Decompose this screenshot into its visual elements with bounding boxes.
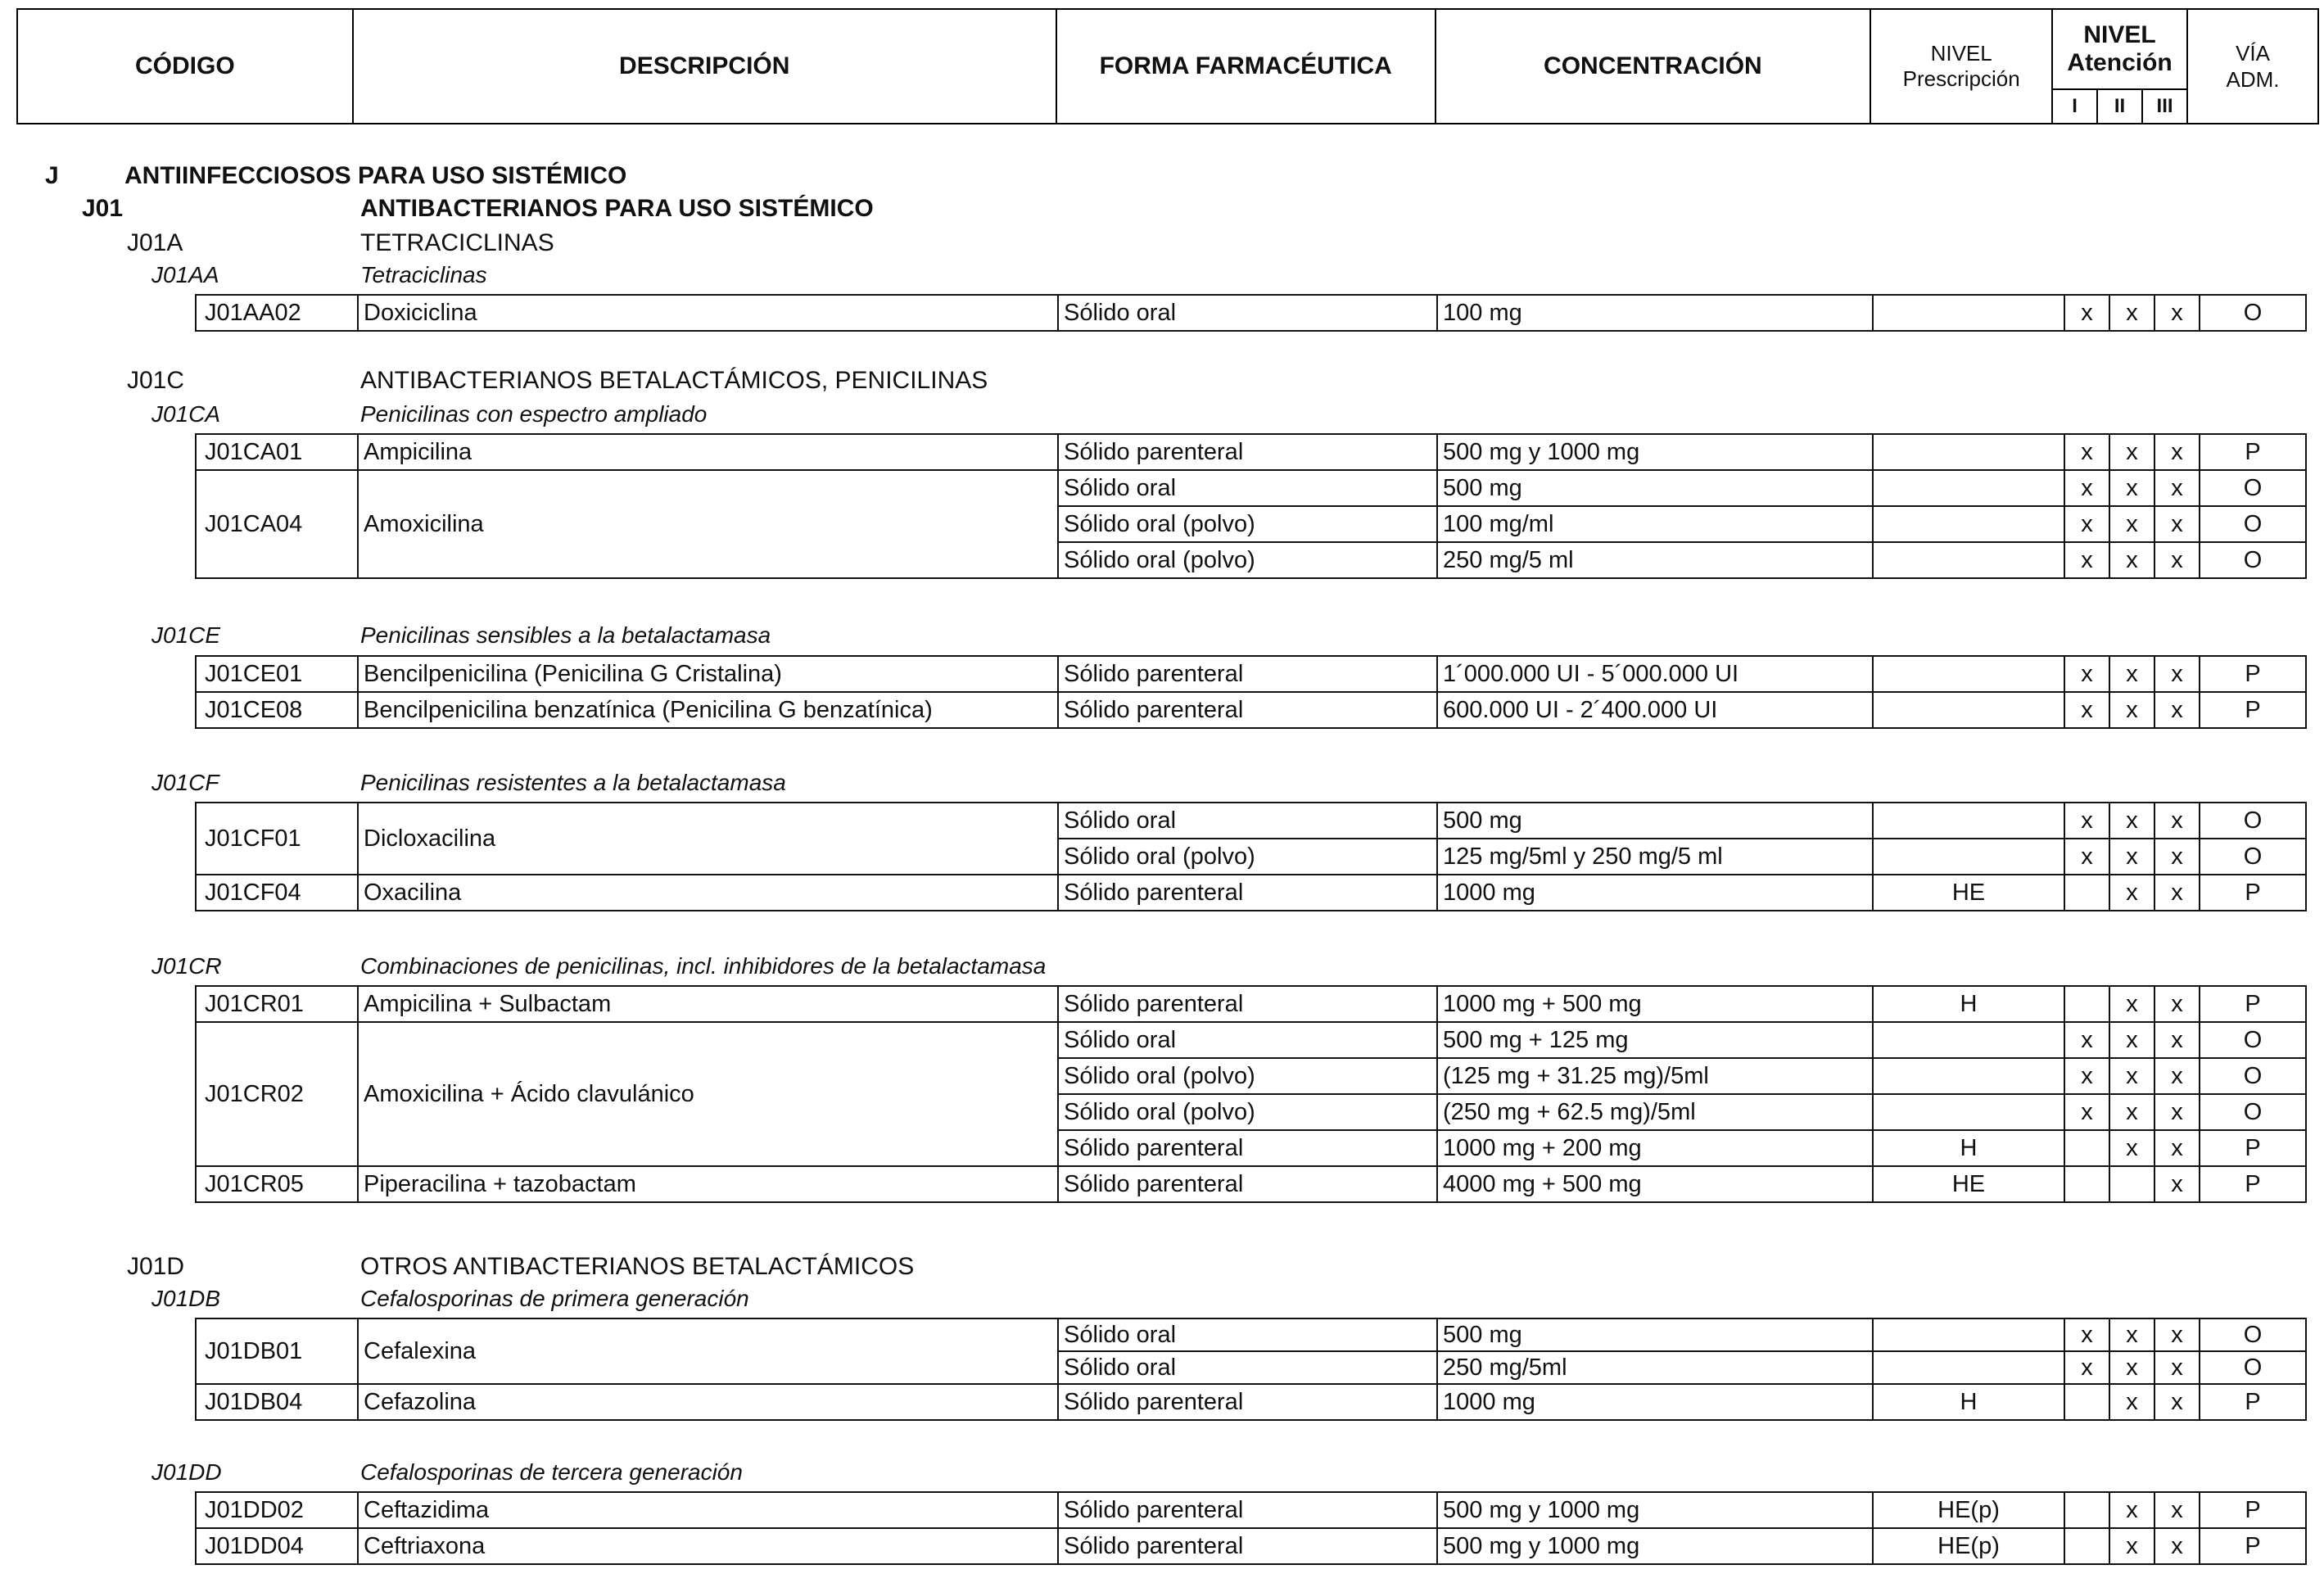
- header-nivel-prescripcion: [1870, 9, 2052, 124]
- cell-forma: Sólido oral (polvo): [1058, 506, 1437, 542]
- cell-via: P: [2200, 656, 2306, 692]
- header-codigo: CÓDIGO: [17, 9, 353, 124]
- cell-nivel-i: x: [2064, 1351, 2109, 1384]
- cell-presc: H: [1873, 1130, 2064, 1166]
- cell-forma: Sólido oral: [1058, 470, 1437, 506]
- cell-desc: Ceftriaxona: [358, 1528, 1058, 1564]
- cell-presc: [1873, 1022, 2064, 1058]
- cell-nivel-ii: x: [2109, 295, 2154, 331]
- cell-conc: 1000 mg: [1437, 1384, 1873, 1420]
- group-title-j01: ANTIBACTERIANOS PARA USO SISTÉMICO: [360, 195, 874, 222]
- cell-forma: Sólido parenteral: [1058, 1384, 1437, 1420]
- cell-conc: 1000 mg + 200 mg: [1437, 1130, 1873, 1166]
- cell-nivel-ii: x: [2109, 1058, 2154, 1094]
- cell-nivel-iii: x: [2154, 1094, 2200, 1130]
- cell-forma: Sólido oral (polvo): [1058, 1058, 1437, 1094]
- header-nivel-prescripcion-line2: Prescripción: [1902, 66, 2020, 91]
- cell-nivel-iii: x: [2154, 1058, 2200, 1094]
- cell-via: P: [2200, 1528, 2306, 1564]
- cell-nivel-i: [2064, 875, 2109, 911]
- cell-nivel-iii: x: [2154, 1022, 2200, 1058]
- cell-conc: (125 mg + 31.25 mg)/5ml: [1437, 1058, 1873, 1094]
- table-j01ce: [195, 655, 2307, 729]
- cell-nivel-i: [2064, 1384, 2109, 1420]
- cell-nivel-iii: x: [2154, 692, 2200, 728]
- cell-presc: H: [1873, 986, 2064, 1022]
- cell-presc: [1873, 1351, 2064, 1384]
- cell-presc: [1873, 656, 2064, 692]
- cell-via: O: [2200, 542, 2306, 578]
- table-row: [196, 803, 2306, 839]
- cell-code: J01AA02: [196, 295, 358, 331]
- cell-presc: HE: [1873, 875, 2064, 911]
- cell-nivel-ii: x: [2109, 542, 2154, 578]
- cell-via: P: [2200, 692, 2306, 728]
- cell-nivel-ii: x: [2109, 875, 2154, 911]
- cell-via: P: [2200, 986, 2306, 1022]
- group-code-j01d: J01D: [127, 1253, 185, 1280]
- cell-presc: HE(p): [1873, 1528, 2064, 1564]
- group-title-j01a: TETRACICLINAS: [360, 229, 554, 256]
- cell-desc: Amoxicilina: [358, 470, 1058, 578]
- cell-forma: Sólido parenteral: [1058, 875, 1437, 911]
- cell-nivel-iii: x: [2154, 434, 2200, 470]
- cell-nivel-ii: x: [2109, 1492, 2154, 1528]
- cell-nivel-ii: x: [2109, 470, 2154, 506]
- cell-nivel-i: x: [2064, 692, 2109, 728]
- cell-via: P: [2200, 1130, 2306, 1166]
- cell-conc: 250 mg/5 ml: [1437, 542, 1873, 578]
- cell-conc: 500 mg y 1000 mg: [1437, 1492, 1873, 1528]
- cell-conc: 1´000.000 UI - 5´000.000 UI: [1437, 656, 1873, 692]
- group-code-j01ce: J01CE: [151, 622, 221, 648]
- table-j01dd: [195, 1491, 2307, 1565]
- cell-nivel-i: x: [2064, 470, 2109, 506]
- cell-desc: Cefalexina: [358, 1318, 1058, 1384]
- cell-nivel-i: x: [2064, 1094, 2109, 1130]
- table-row: [196, 295, 2306, 331]
- cell-code: J01CE08: [196, 692, 358, 728]
- cell-nivel-ii: x: [2109, 803, 2154, 839]
- cell-conc: 1000 mg: [1437, 875, 1873, 911]
- cell-nivel-iii: x: [2154, 656, 2200, 692]
- header-forma: FORMA FARMACÉUTICA: [1056, 9, 1436, 124]
- cell-nivel-iii: x: [2154, 1166, 2200, 1202]
- cell-nivel-ii: x: [2109, 1351, 2154, 1384]
- header-concentracion: CONCENTRACIÓN: [1436, 9, 1871, 124]
- cell-conc: 500 mg: [1437, 1318, 1873, 1351]
- cell-nivel-iii: x: [2154, 506, 2200, 542]
- cell-forma: Sólido parenteral: [1058, 692, 1437, 728]
- cell-forma: Sólido parenteral: [1058, 434, 1437, 470]
- cell-code: J01CF04: [196, 875, 358, 911]
- cell-via: O: [2200, 470, 2306, 506]
- cell-nivel-i: x: [2064, 839, 2109, 875]
- cell-forma: Sólido oral: [1058, 1022, 1437, 1058]
- cell-code: J01CE01: [196, 656, 358, 692]
- cell-presc: [1873, 434, 2064, 470]
- group-code-j01cr: J01CR: [151, 953, 222, 979]
- group-title-j01aa: Tetraciclinas: [360, 262, 487, 287]
- cell-via: O: [2200, 1058, 2306, 1094]
- cell-presc: [1873, 1318, 2064, 1351]
- cell-code: J01CR02: [196, 1022, 358, 1166]
- cell-nivel-i: x: [2064, 542, 2109, 578]
- cell-nivel-i: x: [2064, 434, 2109, 470]
- cell-conc: 250 mg/5ml: [1437, 1351, 1873, 1384]
- table-j01cf: [195, 802, 2307, 911]
- cell-nivel-i: [2064, 1492, 2109, 1528]
- cell-conc: 600.000 UI - 2´400.000 UI: [1437, 692, 1873, 728]
- table-row: [196, 1384, 2306, 1420]
- group-title-j01ca: Penicilinas con espectro ampliado: [360, 401, 708, 427]
- cell-nivel-ii: [2109, 1166, 2154, 1202]
- cell-nivel-iii: x: [2154, 875, 2200, 911]
- cell-forma: Sólido oral: [1058, 295, 1437, 331]
- cell-desc: Oxacilina: [358, 875, 1058, 911]
- header-nivel-atencion-line2: Atención: [2067, 49, 2173, 76]
- cell-via: O: [2200, 506, 2306, 542]
- cell-forma: Sólido oral: [1058, 1318, 1437, 1351]
- cell-desc: Doxiciclina: [358, 295, 1058, 331]
- cell-presc: HE: [1873, 1166, 2064, 1202]
- cell-via: P: [2200, 1384, 2306, 1420]
- cell-conc: 500 mg: [1437, 803, 1873, 839]
- table-row: [196, 434, 2306, 470]
- cell-presc: [1873, 295, 2064, 331]
- cell-desc: Ceftazidima: [358, 1492, 1058, 1528]
- group-title-j01d: OTROS ANTIBACTERIANOS BETALACTÁMICOS: [360, 1253, 915, 1280]
- group-code-j01aa: J01AA: [151, 262, 219, 287]
- cell-code: J01DB01: [196, 1318, 358, 1384]
- table-row: [196, 1492, 2306, 1528]
- cell-nivel-ii: x: [2109, 506, 2154, 542]
- group-code-j01c: J01C: [127, 367, 185, 394]
- header-nivel-iii: III: [2142, 89, 2187, 124]
- cell-conc: 125 mg/5ml y 250 mg/5 ml: [1437, 839, 1873, 875]
- cell-nivel-ii: x: [2109, 1318, 2154, 1351]
- cell-nivel-i: [2064, 1130, 2109, 1166]
- cell-via: O: [2200, 839, 2306, 875]
- header-nivel-i: I: [2052, 89, 2097, 124]
- cell-forma: Sólido oral (polvo): [1058, 542, 1437, 578]
- cell-via: O: [2200, 803, 2306, 839]
- group-title-j01c: ANTIBACTERIANOS BETALACTÁMICOS, PENICILINAS: [360, 367, 988, 394]
- cell-via: O: [2200, 1022, 2306, 1058]
- cell-nivel-iii: x: [2154, 1384, 2200, 1420]
- cell-via: P: [2200, 434, 2306, 470]
- cell-desc: Ampicilina + Sulbactam: [358, 986, 1058, 1022]
- table-j01aa: [195, 294, 2307, 332]
- cell-nivel-i: x: [2064, 803, 2109, 839]
- cell-nivel-iii: x: [2154, 470, 2200, 506]
- cell-forma: Sólido parenteral: [1058, 1166, 1437, 1202]
- table-row: [196, 1022, 2306, 1058]
- cell-nivel-ii: x: [2109, 434, 2154, 470]
- cell-code: J01CF01: [196, 803, 358, 875]
- cell-presc: [1873, 803, 2064, 839]
- cell-conc: 500 mg: [1437, 470, 1873, 506]
- group-code-j01a: J01A: [127, 229, 183, 256]
- cell-nivel-i: x: [2064, 1058, 2109, 1094]
- group-title-j01ce: Penicilinas sensibles a la betalactamasa: [360, 622, 771, 648]
- cell-forma: Sólido parenteral: [1058, 986, 1437, 1022]
- cell-forma: Sólido oral: [1058, 1351, 1437, 1384]
- cell-code: J01DD02: [196, 1492, 358, 1528]
- cell-presc: [1873, 1058, 2064, 1094]
- group-title-j01cr: Combinaciones de penicilinas, incl. inhibidores de la betalactamasa: [360, 953, 1047, 979]
- cell-code: J01DD04: [196, 1528, 358, 1564]
- cell-via: P: [2200, 875, 2306, 911]
- cell-conc: 4000 mg + 500 mg: [1437, 1166, 1873, 1202]
- cell-nivel-iii: x: [2154, 1318, 2200, 1351]
- group-code-j01dd: J01DD: [151, 1459, 222, 1485]
- table-row: [196, 1528, 2306, 1564]
- cell-code: J01CR05: [196, 1166, 358, 1202]
- table-j01ca: [195, 433, 2307, 579]
- cell-nivel-i: [2064, 1528, 2109, 1564]
- cell-nivel-ii: x: [2109, 656, 2154, 692]
- cell-forma: Sólido parenteral: [1058, 1492, 1437, 1528]
- table-j01cr: [195, 985, 2307, 1203]
- group-code-j: J: [45, 162, 59, 189]
- cell-nivel-iii: x: [2154, 1492, 2200, 1528]
- cell-forma: Sólido oral: [1058, 803, 1437, 839]
- cell-presc: [1873, 470, 2064, 506]
- cell-forma: Sólido parenteral: [1058, 1130, 1437, 1166]
- cell-conc: (250 mg + 62.5 mg)/5ml: [1437, 1094, 1873, 1130]
- cell-presc: [1873, 506, 2064, 542]
- cell-nivel-i: x: [2064, 295, 2109, 331]
- cell-nivel-iii: x: [2154, 1528, 2200, 1564]
- cell-conc: 1000 mg + 500 mg: [1437, 986, 1873, 1022]
- cell-conc: 500 mg y 1000 mg: [1437, 434, 1873, 470]
- cell-via: O: [2200, 1318, 2306, 1351]
- cell-desc: Bencilpenicilina (Penicilina G Cristalina): [358, 656, 1058, 692]
- cell-conc: 500 mg y 1000 mg: [1437, 1528, 1873, 1564]
- cell-conc: 100 mg: [1437, 295, 1873, 331]
- cell-conc: 100 mg/ml: [1437, 506, 1873, 542]
- cell-nivel-i: x: [2064, 1318, 2109, 1351]
- cell-presc: [1873, 839, 2064, 875]
- header-via-line1: VÍA: [2236, 41, 2270, 66]
- cell-nivel-i: x: [2064, 506, 2109, 542]
- cell-desc: Amoxicilina + Ácido clavulánico: [358, 1022, 1058, 1166]
- header-via-line2: ADM.: [2226, 67, 2280, 92]
- cell-nivel-ii: x: [2109, 692, 2154, 728]
- cell-code: J01CA01: [196, 434, 358, 470]
- cell-nivel-i: x: [2064, 656, 2109, 692]
- cell-nivel-ii: x: [2109, 1528, 2154, 1564]
- header-nivel-prescripcion-line1: NIVEL: [1930, 41, 1992, 66]
- cell-desc: Piperacilina + tazobactam: [358, 1166, 1058, 1202]
- cell-nivel-iii: x: [2154, 295, 2200, 331]
- group-title-j01dd: Cefalosporinas de tercera generación: [360, 1459, 743, 1485]
- header-nivel-atencion-line1: NIVEL: [2083, 21, 2156, 48]
- cell-nivel-ii: x: [2109, 1130, 2154, 1166]
- table-row: [196, 692, 2306, 728]
- group-title-j01db: Cefalosporinas de primera generación: [360, 1286, 749, 1311]
- cell-nivel-i: [2064, 1166, 2109, 1202]
- cell-nivel-iii: x: [2154, 986, 2200, 1022]
- cell-nivel-ii: x: [2109, 1094, 2154, 1130]
- cell-forma: Sólido oral (polvo): [1058, 839, 1437, 875]
- cell-via: P: [2200, 1492, 2306, 1528]
- cell-forma: Sólido oral (polvo): [1058, 1094, 1437, 1130]
- cell-code: J01CA04: [196, 470, 358, 578]
- table-row: [196, 986, 2306, 1022]
- group-title-j01cf: Penicilinas resistentes a la betalactamasa: [360, 770, 786, 795]
- cell-nivel-iii: x: [2154, 803, 2200, 839]
- table-row: [196, 1166, 2306, 1202]
- group-code-j01: J01: [82, 195, 124, 222]
- cell-nivel-iii: x: [2154, 542, 2200, 578]
- cell-desc: Ampicilina: [358, 434, 1058, 470]
- cell-presc: [1873, 1094, 2064, 1130]
- cell-code: J01DB04: [196, 1384, 358, 1420]
- cell-nivel-ii: x: [2109, 1022, 2154, 1058]
- header-nivel-atencion: [2052, 9, 2187, 89]
- header-descripcion: DESCRIPCIÓN: [353, 9, 1056, 124]
- cell-presc: H: [1873, 1384, 2064, 1420]
- group-title-j: ANTIINFECCIOSOS PARA USO SISTÉMICO: [124, 162, 627, 189]
- cell-desc: Dicloxacilina: [358, 803, 1058, 875]
- cell-via: O: [2200, 1351, 2306, 1384]
- group-code-j01ca: J01CA: [151, 401, 221, 427]
- cell-nivel-ii: x: [2109, 839, 2154, 875]
- cell-via: O: [2200, 1094, 2306, 1130]
- cell-nivel-i: x: [2064, 1022, 2109, 1058]
- cell-nivel-iii: x: [2154, 839, 2200, 875]
- cell-nivel-i: [2064, 986, 2109, 1022]
- cell-via: O: [2200, 295, 2306, 331]
- cell-code: J01CR01: [196, 986, 358, 1022]
- cell-via: P: [2200, 1166, 2306, 1202]
- table-row: [196, 1318, 2306, 1351]
- table-row: [196, 470, 2306, 506]
- cell-forma: Sólido parenteral: [1058, 1528, 1437, 1564]
- cell-desc: Cefazolina: [358, 1384, 1058, 1420]
- table-j01db: [195, 1318, 2307, 1421]
- cell-nivel-iii: x: [2154, 1351, 2200, 1384]
- cell-presc: [1873, 542, 2064, 578]
- cell-presc: [1873, 692, 2064, 728]
- header-via-adm: [2187, 9, 2318, 124]
- table-row: [196, 656, 2306, 692]
- cell-nivel-ii: x: [2109, 986, 2154, 1022]
- header-nivel-ii: II: [2097, 89, 2142, 124]
- group-code-j01cf: J01CF: [151, 770, 219, 795]
- table-row: [196, 875, 2306, 911]
- group-code-j01db: J01DB: [151, 1286, 221, 1311]
- cell-desc: Bencilpenicilina benzatínica (Penicilina G benzatínica): [358, 692, 1058, 728]
- cell-nivel-ii: x: [2109, 1384, 2154, 1420]
- cell-presc: HE(p): [1873, 1492, 2064, 1528]
- column-header: [16, 8, 2319, 124]
- cell-forma: Sólido parenteral: [1058, 656, 1437, 692]
- cell-conc: 500 mg + 125 mg: [1437, 1022, 1873, 1058]
- cell-nivel-iii: x: [2154, 1130, 2200, 1166]
